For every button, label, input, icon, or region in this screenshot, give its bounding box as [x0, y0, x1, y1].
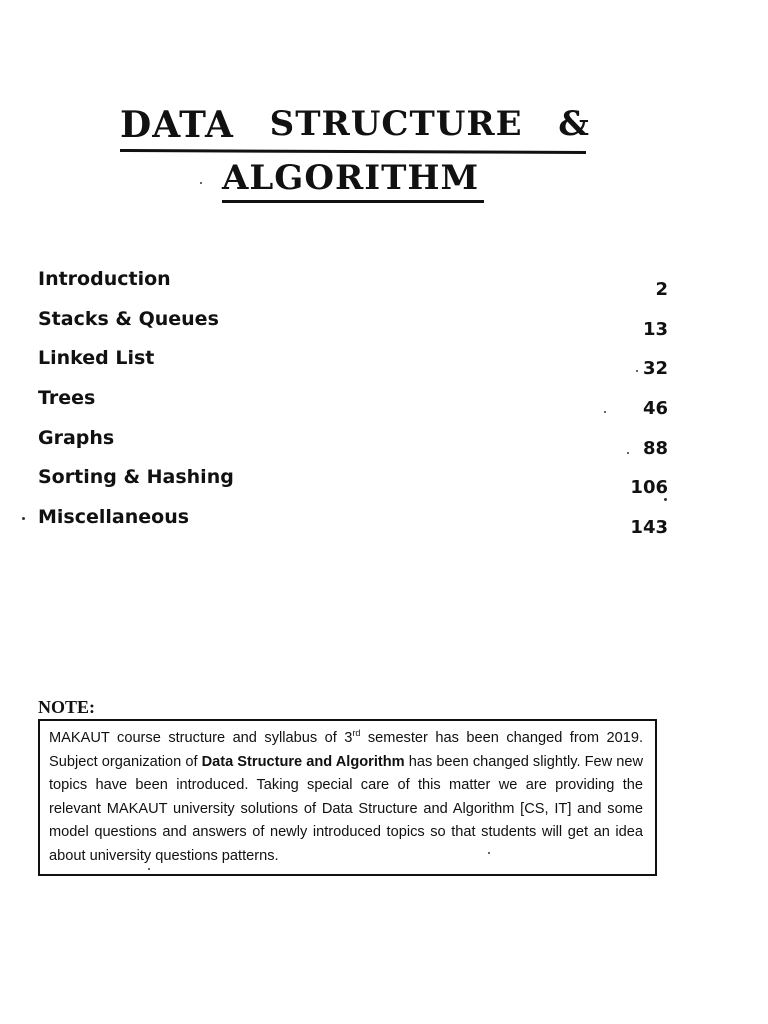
toc-page-number: 88	[642, 438, 668, 459]
scan-speck	[636, 370, 638, 372]
note-superscript: rd	[352, 728, 361, 738]
note-text: MAKAUT course structure and syllabus of 3	[49, 730, 353, 746]
toc-label: Miscellaneous	[38, 506, 190, 528]
toc-page-number: 46	[642, 398, 668, 419]
scan-speck	[627, 452, 629, 454]
toc-entry-introduction	[38, 268, 668, 308]
toc-label: Linked List	[38, 347, 155, 369]
title-word-ampersand: &	[558, 104, 590, 144]
note-text: has been changed slightly. Few new topics have been introduced. Taking special care of this matter we are providing the relevant MAKAUT university solutions of Data Structure and Algorithm [CS, IT] and some model questions and answers of newly introduced topics so that students will get an idea about university questions patterns.	[49, 753, 643, 864]
toc-page-number: 32	[642, 358, 668, 379]
scan-speck	[148, 868, 150, 870]
scan-speck	[200, 182, 202, 184]
title-line-2: ALGORITHM	[222, 158, 480, 198]
title-word-structure: STRUCTURE	[269, 104, 523, 144]
toc-label: Trees	[38, 387, 96, 409]
scan-speck	[664, 498, 667, 501]
note-text: semester has been changed from 2019. Subject organization of	[49, 730, 643, 770]
toc-page-number: 2	[655, 279, 668, 300]
toc-entry-graphs	[38, 427, 668, 467]
toc-label: Sorting & Hashing	[38, 466, 234, 488]
note-bold-subject: Data Structure and Algorithm	[201, 753, 405, 770]
toc-entry-stacks-queues	[38, 308, 668, 348]
title-underline	[120, 149, 586, 154]
toc-entry-linked-list	[38, 347, 668, 387]
title-line-1	[120, 104, 590, 146]
toc-page-number: 13	[642, 319, 668, 340]
note-heading: NOTE:	[38, 697, 96, 717]
toc-label: Stacks & Queues	[38, 308, 219, 330]
note-box	[38, 719, 657, 876]
toc-label: Introduction	[38, 268, 171, 290]
title-underline	[222, 200, 484, 203]
toc-entry-trees	[38, 387, 668, 427]
scan-speck	[22, 517, 25, 520]
title-word-data: DATA	[120, 104, 234, 146]
scan-speck	[488, 852, 490, 854]
scan-speck	[604, 411, 606, 413]
toc-label: Graphs	[38, 427, 115, 449]
toc-entry-miscellaneous	[38, 506, 668, 546]
toc-entry-sorting-hashing	[38, 466, 668, 506]
toc-page-number: 143	[630, 517, 668, 538]
toc-page-number: 106	[630, 477, 668, 498]
